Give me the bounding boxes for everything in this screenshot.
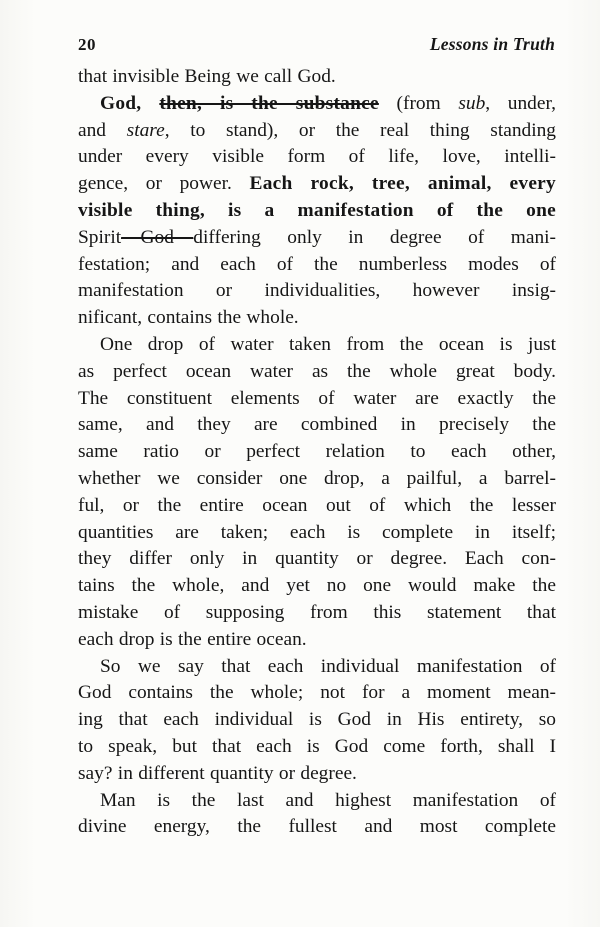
- body-line: [78, 600, 556, 627]
- text-segment: whether we consider one drop, a pailful, a barrel-: [78, 467, 556, 489]
- body-line: [78, 118, 556, 145]
- body-line: [78, 91, 556, 118]
- text-segment: under every visible form of life, love, intelli-: [78, 146, 556, 168]
- body-line: [78, 814, 556, 841]
- text-segment: each drop is the entire ocean.: [78, 628, 307, 650]
- text-segment: The constituent elements of water are exactly the: [78, 387, 556, 409]
- body-line: [78, 761, 556, 788]
- text-segment: So we say that each individual manifestation of: [100, 655, 556, 677]
- body-line: [78, 654, 556, 681]
- text-segment: and: [78, 119, 127, 141]
- text-segment: —God—: [121, 226, 194, 248]
- text-segment: stare: [126, 119, 165, 141]
- text-segment: same ratio or perfect relation to each other,: [78, 441, 556, 463]
- text-segment: they differ only in quantity or degree. Each con-: [78, 548, 556, 570]
- body-line: [78, 627, 556, 654]
- text-segment: say? in different quantity or degree.: [78, 762, 357, 784]
- body-line: [78, 707, 556, 734]
- text-segment: then, is the substance: [159, 92, 379, 114]
- body-line: [78, 546, 556, 573]
- body-line: [78, 225, 556, 252]
- page-header: [78, 34, 555, 55]
- body-line: [78, 198, 556, 225]
- text-segment: manifestation or individualities, however insig-: [78, 280, 556, 302]
- text-segment: differing only in degree of mani-: [193, 226, 556, 248]
- body-line: [78, 278, 556, 305]
- text-segment: that invisible Being we call God.: [78, 66, 336, 87]
- body-line: [78, 305, 556, 332]
- text-segment: God contains the whole; not for a moment mean-: [78, 682, 556, 704]
- text-segment: Spirit: [78, 226, 122, 248]
- page-body: [78, 64, 556, 841]
- body-line: [78, 144, 556, 171]
- text-segment: as perfect ocean water as the whole great body.: [78, 360, 556, 382]
- body-line: [78, 788, 556, 815]
- text-segment: divine energy, the fullest and most complete: [78, 816, 556, 838]
- body-line: [78, 734, 556, 761]
- text-segment: (from: [378, 92, 459, 114]
- body-line: [78, 439, 556, 466]
- body-line: [78, 252, 556, 279]
- body-line: [78, 466, 556, 493]
- text-segment: to speak, but that each is God come forth, shall I: [78, 735, 556, 757]
- body-line: [78, 680, 556, 707]
- text-segment: God,: [100, 92, 160, 114]
- body-line: [78, 64, 556, 91]
- text-segment: , to stand), or the real thing standing: [164, 119, 556, 141]
- text-segment: tains the whole, and yet no one would make the: [78, 575, 556, 597]
- body-line: [78, 332, 556, 359]
- text-segment: festation; and each of the numberless modes of: [78, 253, 556, 275]
- text-segment: ing that each individual is God in His entirety, so: [78, 709, 556, 731]
- body-line: [78, 520, 556, 547]
- page-number: 20: [78, 35, 96, 54]
- body-line: [78, 412, 556, 439]
- text-segment: quantities are taken; each is complete in itself;: [78, 521, 556, 543]
- body-line: [78, 573, 556, 600]
- text-segment: ful, or the entire ocean out of which the lesser: [78, 494, 556, 516]
- text-segment: , under,: [485, 92, 557, 114]
- body-line: [78, 171, 556, 198]
- text-segment: Each rock, tree, animal, every: [249, 173, 556, 195]
- body-line: [78, 359, 556, 386]
- text-segment: visible thing, is a manifestation of the one: [78, 199, 556, 221]
- text-segment: One drop of water taken from the ocean is just: [100, 333, 556, 355]
- running-title: Lessons in Truth: [429, 34, 555, 54]
- text-segment: gence, or power.: [78, 173, 250, 195]
- text-segment: nificant, contains the whole.: [78, 307, 299, 329]
- text-segment: Man is the last and highest manifestation of: [100, 789, 556, 811]
- text-segment: same, and they are combined in precisely the: [78, 414, 556, 436]
- body-line: [78, 386, 556, 413]
- text-segment: mistake of supposing from this statement that: [78, 601, 556, 623]
- text-segment: sub: [458, 92, 486, 114]
- body-line: [78, 493, 556, 520]
